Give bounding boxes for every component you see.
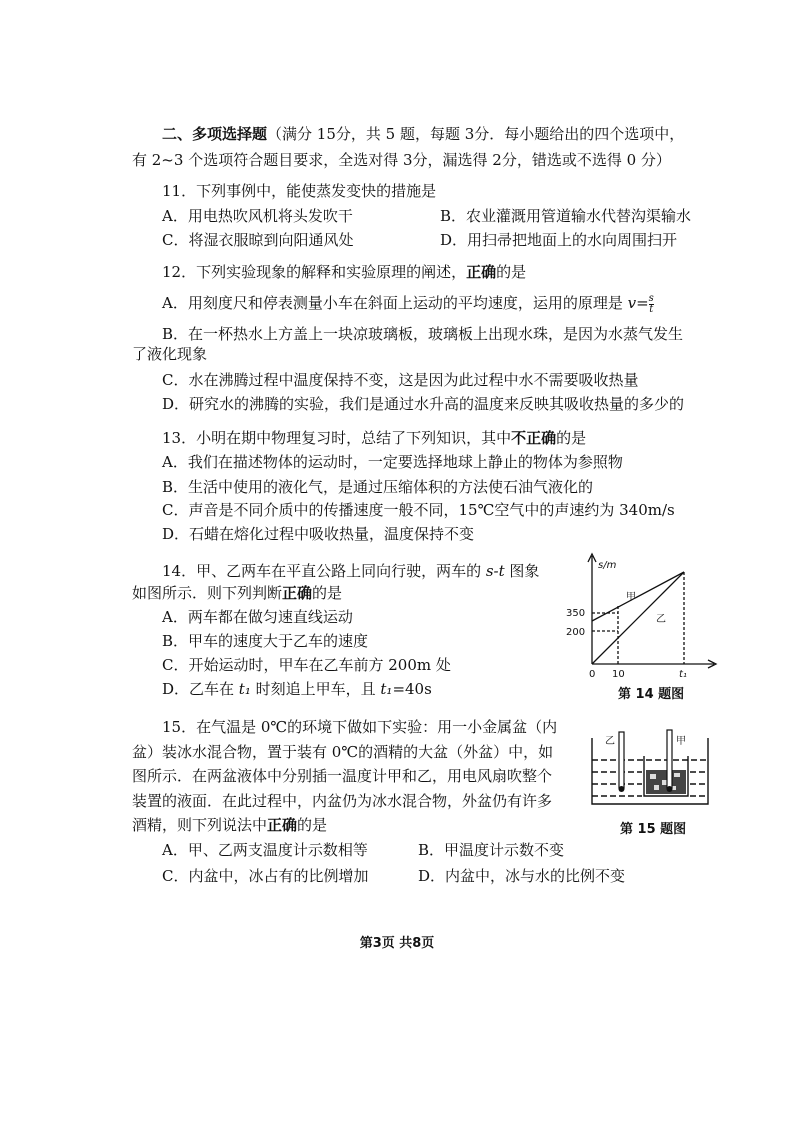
q13-stem-bold: 不正确 xyxy=(511,429,557,447)
q12-option-b-line1: B．在一杯热水上方盖上一块凉玻璃板，玻璃板上出现水珠，是因为水蒸气发生 xyxy=(162,325,684,343)
graph-ytick-350: 350 xyxy=(566,608,586,619)
q13-stem-pre: 13．小明在期中物理复习时，总结了下列知识，其中 xyxy=(162,429,512,447)
q13-stem xyxy=(162,428,586,448)
q12-stem-post: 的是 xyxy=(496,263,527,281)
line-yi xyxy=(592,572,684,664)
q14-stem2-bold: 正确 xyxy=(282,584,313,602)
section-title: 二、多项选择题 xyxy=(162,125,268,143)
q12-option-d: D．研究水的沸腾的实验，我们是通过水升高的温度来反映其吸收热量的多少的 xyxy=(162,395,685,413)
q14-d-mid: 时刻追上甲车，且 xyxy=(250,680,381,698)
q13-stem-post: 的是 xyxy=(556,429,587,447)
q15-line3: 图所示．在两盆液体中分别插一温度计甲和乙，用电风扇吹整个 xyxy=(132,767,553,785)
q14-figure-caption: 第 14 题图 xyxy=(618,687,685,702)
q12-option-a xyxy=(162,293,654,315)
q15-figure-caption: 第 15 题图 xyxy=(620,822,687,837)
q12-option-c: C．水在沸腾过程中温度保持不变，这是因为此过程中水不需要吸收热量 xyxy=(162,371,639,389)
q14-stem2-post: 的是 xyxy=(312,584,343,602)
q13-option-c: C．声音是不同介质中的传播速度一般不同，15℃空气中的声速约为 340m/s xyxy=(162,501,675,519)
formula-eq: = xyxy=(636,294,649,312)
q11-option-c: C．将湿衣服晾到向阳通风处 xyxy=(162,231,354,249)
q11-option-d: D．用扫帚把地面上的水向周围扫开 xyxy=(440,231,678,249)
q14-d-post: =40s xyxy=(392,680,432,698)
q13-option-b: B．生活中使用的液化气，是通过压缩体积的方法使石油气液化的 xyxy=(162,478,594,496)
q14-stem2-pre: 如图所示．则下列判断 xyxy=(132,584,283,602)
q12-stem-bold: 正确 xyxy=(466,263,497,281)
thermometer-jia xyxy=(667,730,672,788)
q15-line1: 15．在气温是 0℃的环境下做如下实验：用一小金属盆（内 xyxy=(162,718,558,736)
label-jia: 甲 xyxy=(676,736,686,747)
graph-xtick-t1: t₁ xyxy=(679,669,687,680)
q14-d-t1: t₁ xyxy=(238,680,251,698)
line-jia xyxy=(592,572,684,621)
q15-line2: 盆）装冰水混合物，置于装有 0℃的酒精的大盆（外盆）中，如 xyxy=(132,743,554,761)
q14-stem-pre: 14．甲、乙两车在平直公路上同向行驶，两车的 xyxy=(162,562,486,580)
section-rules-1: （满分 15分，共 5 题，每题 3分．每小题给出的四个选项中， xyxy=(267,125,685,143)
q14-option-b: B．甲车的速度大于乙车的速度 xyxy=(162,632,369,650)
q14-d-t1b: t₁ xyxy=(380,680,393,698)
label-yi: 乙 xyxy=(605,736,615,747)
q14-d-pre: D．乙车在 xyxy=(162,680,239,698)
q12-stem-pre: 12．下列实验现象的解释和实验原理的阐述， xyxy=(162,263,467,281)
q15-line5-post: 的是 xyxy=(297,816,328,834)
graph-label-yi: 乙 xyxy=(656,614,666,625)
q14-stem-line2 xyxy=(132,583,342,603)
q14-stem-post: 图象 xyxy=(504,562,540,580)
section-heading-line2: 有 2~3 个选项符合题目要求，全选对得 3分，漏选得 2分，错选或不选得 0 分） xyxy=(132,151,671,169)
q15-option-c: C．内盆中，冰占有的比例增加 xyxy=(162,867,369,885)
formula-v: v xyxy=(627,294,637,312)
formula-fraction xyxy=(649,294,654,315)
q14-st-graph xyxy=(560,548,720,683)
section-heading-line1 xyxy=(162,124,684,144)
q12-option-b-line2: 了液化现象 xyxy=(132,345,208,363)
q14-st: s-t xyxy=(485,562,505,580)
q11-stem: 11．下列事例中，能使蒸发变快的措施是 xyxy=(162,182,437,200)
q15-line4: 装置的液面．在此过程中，内盆仍为冰水混合物，外盆仍有许多 xyxy=(132,792,553,810)
q14-option-d xyxy=(162,679,432,699)
q15-option-a: A．甲、乙两支温度计示数相等 xyxy=(162,841,368,859)
q15-line5-bold: 正确 xyxy=(267,816,298,834)
q15-line5-pre: 酒精，则下列说法中 xyxy=(132,816,268,834)
q11-option-b: B．农业灌溉用管道输水代替沟渠输水 xyxy=(440,207,692,225)
thermometer-yi xyxy=(619,732,624,788)
q15-basin-figure xyxy=(588,724,714,810)
q15-option-d: D．内盆中，冰与水的比例不变 xyxy=(418,867,626,885)
graph-ytick-200: 200 xyxy=(566,627,586,638)
q15-option-b: B．甲温度计示数不变 xyxy=(418,841,565,859)
q13-option-d: D．石蜡在熔化过程中吸收热量，温度保持不变 xyxy=(162,525,475,543)
formula-num: s xyxy=(648,292,654,304)
graph-xtick-10: 10 xyxy=(612,669,625,680)
q15-line5 xyxy=(132,815,327,835)
q12-option-a-text: A．用刻度尺和停表测量小车在斜面上运动的平均速度，运用的原理是 xyxy=(162,294,628,312)
q11-option-a: A．用电热吹风机将头发吹干 xyxy=(162,207,353,225)
q13-option-a: A．我们在描述物体的运动时，一定要选择地球上静止的物体为参照物 xyxy=(162,453,623,471)
graph-ylabel: s/m xyxy=(598,560,617,571)
graph-xtick-0: 0 xyxy=(589,669,596,680)
q14-option-a: A．两车都在做匀速直线运动 xyxy=(162,608,353,626)
q14-stem-line1 xyxy=(162,561,539,581)
graph-label-jia: 甲 xyxy=(626,592,636,603)
q12-stem xyxy=(162,262,526,282)
page-number: 第3页 共8页 xyxy=(359,936,435,951)
formula-den: t xyxy=(649,303,654,315)
q14-option-c: C．开始运动时，甲车在乙车前方 200m 处 xyxy=(162,656,451,674)
